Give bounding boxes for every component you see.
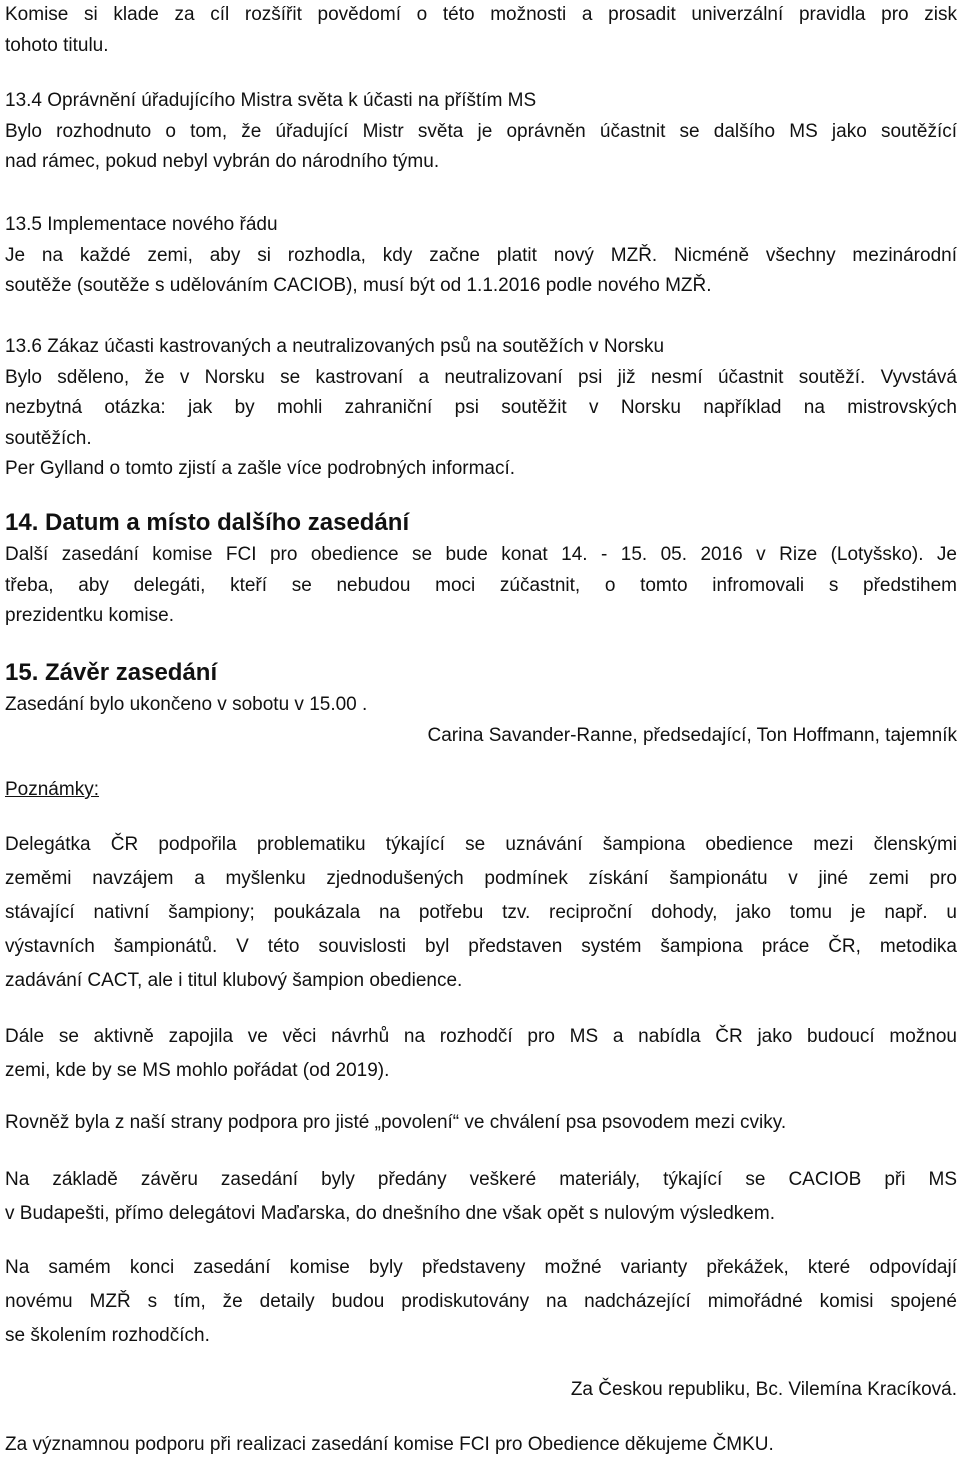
section-title-text: Zákaz účasti kastrovaných a neutralizovaných psů na soutěžích v Norsku — [47, 336, 665, 357]
paragraph-line: Další zasedání komise FCI pro obedience se bude konat 14. - 15. 05. 2016 v Rize (Lotyšsko). Je — [5, 544, 957, 565]
section-heading: 14. Datum a místo dalšího zasedání — [5, 509, 410, 536]
section-13-4 — [5, 86, 957, 178]
paragraph-line: zadávání CACT, ale i titul klubový šampion obedience. — [5, 970, 463, 991]
paragraph-line: Komise si klade za cíl rozšířit povědomí o této možnosti a prosadit univerzální pravidla pro zisk — [5, 4, 957, 25]
notes-paragraph-5 — [5, 1251, 957, 1353]
section-title — [5, 86, 957, 117]
notes-label-block — [5, 775, 957, 806]
paragraph-line: Je na každé zemi, aby si rozhodla, kdy začne platit nový MZŘ. Nicméně všechny mezinárodní — [5, 244, 957, 266]
notes-paragraph-2 — [5, 1020, 957, 1088]
section-heading: 15. Závěr zasedání — [5, 659, 218, 686]
section-14 — [5, 506, 957, 632]
paragraph-line: stávající nativní šampiony; poukázala na potřebu tzv. reciproční dohody, jako tomu je např. u — [5, 902, 957, 923]
paragraph-line: výstavních šampionátů. V této souvislosti byl představen systém šampiona práce ČR, metodika — [5, 936, 957, 957]
signoff-line: Za Českou republiku, Bc. Vilemína Kracíková. — [570, 1379, 957, 1400]
section-number: 13.5 — [5, 214, 42, 235]
notes-label: Poznámky: — [5, 779, 99, 800]
notes-paragraph-1 — [5, 828, 957, 998]
paragraph-line: nad rámec, pokud nebyl vybrán do národního týmu. — [5, 151, 440, 172]
signature-line: Carina Savander-Ranne, předsedající, Ton Hoffmann, tajemník — [427, 724, 957, 746]
signoff-block — [5, 1373, 957, 1407]
paragraph-line: Na samém konci zasedání komise byly představeny možné varianty překážek, které odpovídají — [5, 1257, 957, 1278]
section-number: 13.4 — [5, 90, 42, 111]
paragraph-line: Na základě závěru zasedání byly předány veškeré materiály, týkající se CACIOB při MS — [5, 1169, 957, 1190]
section-title-text: Implementace nového řádu — [47, 214, 278, 235]
paragraph-line: soutěžích. — [5, 427, 92, 449]
thanks-line: Za významnou podporu při realizaci zasedání komise FCI pro Obedience děkujeme ČMKU. — [5, 1434, 774, 1455]
paragraph-line: prezidentku komise. — [5, 605, 174, 626]
section-15 — [5, 656, 957, 751]
paragraph-line: Bylo sděleno, že v Norsku se kastrovaní a neutralizovaní psi již nesmí účastnit soutěží. Vyvstává — [5, 366, 957, 388]
section-13-6 — [5, 332, 957, 485]
paragraph-line: tohoto titulu. — [5, 34, 109, 56]
paragraph-line: se školením rozhodčích. — [5, 1325, 210, 1346]
paragraph-line: v Budapešti, přímo delegátovi Maďarska, do dnešního dne však opět s nulovým výsledkem. — [5, 1203, 775, 1224]
paragraph-line: zemi, kde by se MS mohlo pořádat (od 2019). — [5, 1060, 390, 1081]
paragraph-line: Delegátka ČR podpořila problematiku týkající se uznávání šampiona obedience mezi členskými — [5, 834, 957, 855]
notes-paragraph-3 — [5, 1106, 957, 1140]
section-title — [5, 210, 957, 241]
paragraph-line: nezbytná otázka: jak by mohli zahraniční psi soutěžit v Norsku například na mistrovských — [5, 397, 957, 418]
paragraph-line: třeba, aby delegáti, kteří se nebudou moci zúčastnit, o tomto infromovali s předstihem — [5, 574, 957, 596]
paragraph-line: zeměmi navzájem a myšlenku zjednodušených podmínek získání šampionátu v jiné zemi pro — [5, 868, 957, 889]
paragraph-line: soutěže (soutěže s udělováním CACIOB), musí být od 1.1.2016 podle nového MZŘ. — [5, 275, 712, 296]
section-13-5 — [5, 210, 957, 302]
thanks-block — [5, 1428, 957, 1462]
section-13-3-tail — [5, 0, 957, 61]
section-title — [5, 332, 957, 363]
notes-paragraph-4 — [5, 1163, 957, 1231]
paragraph-line: Per Gylland o tomto zjistí a zašle více podrobných informací. — [5, 458, 516, 479]
paragraph-line: Bylo rozhodnuto o tom, že úřadující Mistr světa je oprávněn účastnit se dalšího MS jako soutěžící — [5, 120, 957, 142]
paragraph-line: novému MZŘ s tím, že detaily budou prodiskutovány na nadcházející mimořádné komisi spojené — [5, 1291, 957, 1312]
paragraph-line: Rovněž byla z naší strany podpora pro jisté „povolení“ ve chválení psa psovodem mezi cviky. — [5, 1112, 787, 1133]
section-title-text: Oprávnění úřadujícího Mistra světa k účasti na příštím MS — [47, 90, 537, 111]
section-number: 13.6 — [5, 336, 42, 357]
paragraph-line: Zasedání bylo ukončeno v sobotu v 15.00 . — [5, 694, 368, 715]
paragraph-line: Dále se aktivně zapojila ve věci návrhů na rozhodčí pro MS a nabídla ČR jako budoucí možnou — [5, 1026, 957, 1047]
